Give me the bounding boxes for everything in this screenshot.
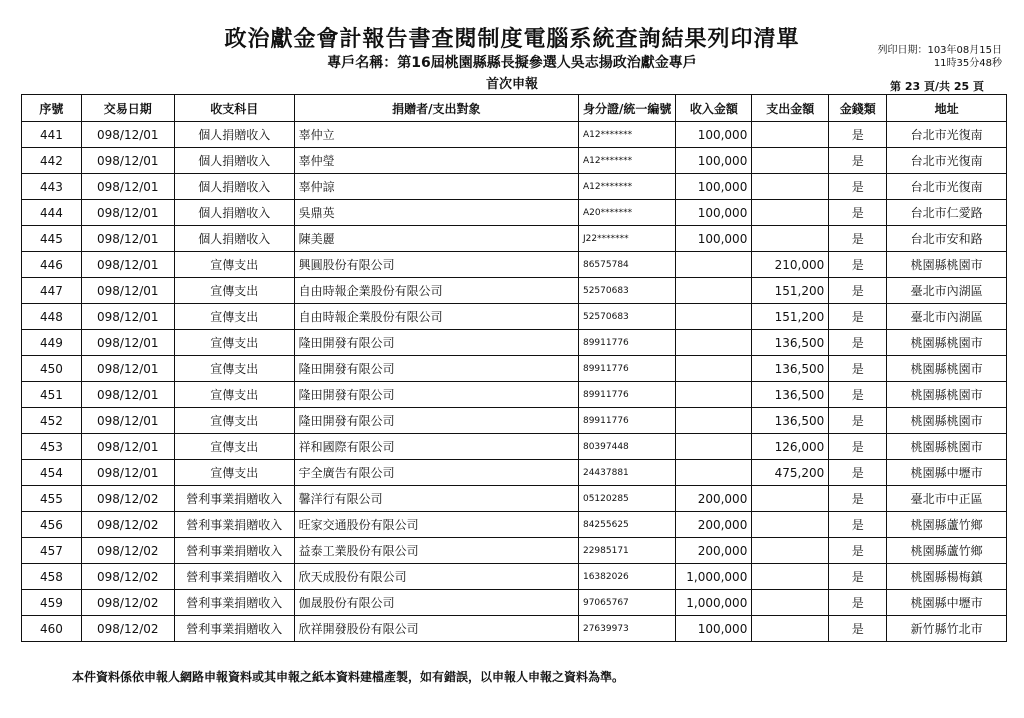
cell-party: 欣天成股份有限公司 [294,564,578,590]
cell-seq: 444 [22,200,82,226]
table-row [22,382,1007,408]
cell-id: A12******* [578,148,675,174]
cell-seq: 452 [22,408,82,434]
cell-category: 營利事業捐贈收入 [174,538,294,564]
cell-category: 宣傳支出 [174,434,294,460]
cell-date: 098/12/01 [81,174,174,200]
cell-address: 桃園縣桃園市 [887,382,1007,408]
cell-expense [752,200,829,226]
cell-monetary: 是 [829,200,887,226]
cell-id: A12******* [578,174,675,200]
cell-seq: 453 [22,434,82,460]
cell-id: 89911776 [578,356,675,382]
table-row [22,512,1007,538]
table-row [22,538,1007,564]
cell-expense [752,590,829,616]
cell-seq: 454 [22,460,82,486]
cell-monetary: 是 [829,512,887,538]
cell-address: 台北市仁愛路 [887,200,1007,226]
cell-date: 098/12/02 [81,590,174,616]
cell-expense: 126,000 [752,434,829,460]
cell-id: 89911776 [578,408,675,434]
cell-id: 89911776 [578,330,675,356]
cell-category: 營利事業捐贈收入 [174,590,294,616]
cell-party: 辜仲立 [294,122,578,148]
cell-seq: 457 [22,538,82,564]
cell-date: 098/12/02 [81,564,174,590]
cell-date: 098/12/01 [81,382,174,408]
account-name: 專戶名稱：第16屆桃園縣縣長擬參選人吳志揚政治獻金專戶 [327,55,697,71]
cell-date: 098/12/01 [81,252,174,278]
cell-monetary: 是 [829,278,887,304]
table-row [22,226,1007,252]
table-row [22,590,1007,616]
cell-id: 80397448 [578,434,675,460]
cell-seq: 460 [22,616,82,642]
cell-income [676,330,752,356]
cell-monetary: 是 [829,148,887,174]
cell-seq: 458 [22,564,82,590]
cell-income [676,252,752,278]
table-row [22,148,1007,174]
col-header-id: 身分證/統一編號 [578,95,675,122]
cell-expense: 210,000 [752,252,829,278]
cell-expense: 136,500 [752,408,829,434]
cell-id: 05120285 [578,486,675,512]
cell-expense [752,148,829,174]
cell-income: 100,000 [676,148,752,174]
cell-income: 1,000,000 [676,590,752,616]
cell-date: 098/12/01 [81,460,174,486]
col-header-date: 交易日期 [81,95,174,122]
cell-monetary: 是 [829,356,887,382]
cell-income [676,304,752,330]
col-header-expense: 支出金額 [752,95,829,122]
cell-seq: 446 [22,252,82,278]
cell-income: 1,000,000 [676,564,752,590]
print-date: 列印日期：103年08月15日 [877,45,1002,56]
cell-seq: 442 [22,148,82,174]
cell-category: 營利事業捐贈收入 [174,486,294,512]
table-row [22,252,1007,278]
cell-income: 200,000 [676,486,752,512]
cell-id: 84255625 [578,512,675,538]
cell-address: 台北市光復南 [887,122,1007,148]
cell-expense [752,564,829,590]
cell-expense [752,538,829,564]
cell-income: 100,000 [676,174,752,200]
cell-address: 新竹縣竹北市 [887,616,1007,642]
cell-date: 098/12/01 [81,122,174,148]
cell-address: 桃園縣桃園市 [887,252,1007,278]
cell-party: 伽晟股份有限公司 [294,590,578,616]
cell-expense: 151,200 [752,278,829,304]
cell-income: 200,000 [676,512,752,538]
table-row [22,486,1007,512]
cell-seq: 448 [22,304,82,330]
cell-expense [752,512,829,538]
cell-party: 欣祥開發股份有限公司 [294,616,578,642]
cell-category: 宣傳支出 [174,356,294,382]
cell-id: 86575784 [578,252,675,278]
cell-category: 宣傳支出 [174,330,294,356]
cell-party: 祥和國際有限公司 [294,434,578,460]
table-header-row [22,95,1007,122]
table-row [22,616,1007,642]
cell-monetary: 是 [829,434,887,460]
cell-expense: 136,500 [752,330,829,356]
cell-monetary: 是 [829,330,887,356]
cell-address: 臺北市內湖區 [887,278,1007,304]
table-row [22,408,1007,434]
print-time: 11時35分48秒 [933,58,1002,69]
col-header-category: 收支科目 [174,95,294,122]
cell-category: 宣傳支出 [174,252,294,278]
table-row [22,356,1007,382]
cell-date: 098/12/01 [81,408,174,434]
cell-seq: 450 [22,356,82,382]
table-row [22,330,1007,356]
cell-party: 馨洋行有限公司 [294,486,578,512]
cell-expense: 136,500 [752,356,829,382]
cell-party: 吳鼎英 [294,200,578,226]
table-row [22,278,1007,304]
cell-expense [752,226,829,252]
cell-monetary: 是 [829,226,887,252]
cell-address: 桃園縣中壢市 [887,460,1007,486]
cell-monetary: 是 [829,538,887,564]
cell-monetary: 是 [829,590,887,616]
cell-monetary: 是 [829,460,887,486]
cell-category: 宣傳支出 [174,278,294,304]
cell-category: 營利事業捐贈收入 [174,512,294,538]
cell-seq: 449 [22,330,82,356]
cell-date: 098/12/01 [81,200,174,226]
cell-monetary: 是 [829,408,887,434]
cell-seq: 456 [22,512,82,538]
filing-type: 首次申報 [485,77,538,92]
cell-category: 個人捐贈收入 [174,174,294,200]
cell-date: 098/12/01 [81,226,174,252]
table-row [22,200,1007,226]
cell-id: 16382026 [578,564,675,590]
cell-party: 陳美麗 [294,226,578,252]
print-timestamp [877,44,1002,70]
cell-category: 宣傳支出 [174,408,294,434]
cell-seq: 447 [22,278,82,304]
cell-party: 辜仲諒 [294,174,578,200]
table-row [22,174,1007,200]
cell-id: 89911776 [578,382,675,408]
cell-income: 100,000 [676,616,752,642]
cell-date: 098/12/02 [81,486,174,512]
cell-date: 098/12/02 [81,538,174,564]
cell-address: 桃園縣蘆竹鄉 [887,512,1007,538]
cell-monetary: 是 [829,174,887,200]
cell-address: 桃園縣中壢市 [887,590,1007,616]
cell-address: 臺北市中正區 [887,486,1007,512]
page-info: 第 23 頁/共 25 頁 [890,80,984,93]
col-header-monetary: 金錢類 [829,95,887,122]
cell-monetary: 是 [829,304,887,330]
cell-address: 台北市安和路 [887,226,1007,252]
cell-monetary: 是 [829,616,887,642]
cell-income [676,278,752,304]
cell-party: 辜仲瑩 [294,148,578,174]
cell-expense [752,174,829,200]
table-row [22,460,1007,486]
cell-category: 營利事業捐贈收入 [174,564,294,590]
cell-income: 100,000 [676,200,752,226]
cell-income: 200,000 [676,538,752,564]
cell-expense: 136,500 [752,382,829,408]
cell-date: 098/12/02 [81,616,174,642]
cell-expense: 475,200 [752,460,829,486]
cell-address: 桃園縣桃園市 [887,434,1007,460]
cell-party: 自由時報企業股份有限公司 [294,304,578,330]
cell-category: 宣傳支出 [174,382,294,408]
cell-party: 宇全廣告有限公司 [294,460,578,486]
cell-category: 宣傳支出 [174,304,294,330]
cell-party: 隆田開發有限公司 [294,408,578,434]
cell-expense [752,616,829,642]
col-header-seq: 序號 [22,95,82,122]
table-row [22,564,1007,590]
cell-seq: 459 [22,590,82,616]
cell-expense: 151,200 [752,304,829,330]
cell-party: 自由時報企業股份有限公司 [294,278,578,304]
cell-date: 098/12/02 [81,512,174,538]
cell-party: 益泰工業股份有限公司 [294,538,578,564]
cell-income [676,434,752,460]
cell-monetary: 是 [829,564,887,590]
cell-date: 098/12/01 [81,330,174,356]
cell-expense [752,122,829,148]
cell-income [676,356,752,382]
cell-date: 098/12/01 [81,278,174,304]
col-header-address: 地址 [887,95,1007,122]
cell-id: A12******* [578,122,675,148]
cell-party: 隆田開發有限公司 [294,356,578,382]
footer-note: 本件資料係依申報人網路申報資料或其申報之紙本資料建檔產製，如有錯誤，以申報人申報之資料為準。 [72,670,625,684]
cell-category: 個人捐贈收入 [174,122,294,148]
cell-address: 臺北市內湖區 [887,304,1007,330]
table-row [22,122,1007,148]
col-header-income: 收入金額 [676,95,752,122]
cell-income [676,460,752,486]
cell-seq: 455 [22,486,82,512]
cell-address: 桃園縣桃園市 [887,408,1007,434]
cell-income [676,382,752,408]
cell-party: 隆田開發有限公司 [294,382,578,408]
cell-id: 24437881 [578,460,675,486]
cell-party: 隆田開發有限公司 [294,330,578,356]
cell-date: 098/12/01 [81,148,174,174]
cell-income: 100,000 [676,226,752,252]
cell-seq: 441 [22,122,82,148]
cell-address: 桃園縣楊梅鎮 [887,564,1007,590]
cell-seq: 451 [22,382,82,408]
cell-category: 個人捐贈收入 [174,226,294,252]
cell-seq: 443 [22,174,82,200]
cell-id: 22985171 [578,538,675,564]
cell-date: 098/12/01 [81,356,174,382]
table-row [22,304,1007,330]
cell-address: 桃園縣蘆竹鄉 [887,538,1007,564]
cell-address: 台北市光復南 [887,148,1007,174]
cell-id: 52570683 [578,304,675,330]
table-row [22,434,1007,460]
cell-monetary: 是 [829,382,887,408]
cell-id: 27639973 [578,616,675,642]
cell-id: 52570683 [578,278,675,304]
cell-id: A20******* [578,200,675,226]
cell-address: 台北市光復南 [887,174,1007,200]
cell-date: 098/12/01 [81,304,174,330]
cell-income [676,408,752,434]
cell-address: 桃園縣桃園市 [887,356,1007,382]
cell-monetary: 是 [829,486,887,512]
cell-income: 100,000 [676,122,752,148]
cell-id: J22******* [578,226,675,252]
cell-address: 桃園縣桃園市 [887,330,1007,356]
cell-seq: 445 [22,226,82,252]
cell-category: 個人捐贈收入 [174,200,294,226]
cell-category: 個人捐贈收入 [174,148,294,174]
cell-expense [752,486,829,512]
records-table [21,94,1007,642]
cell-date: 098/12/01 [81,434,174,460]
cell-party: 興圓股份有限公司 [294,252,578,278]
cell-monetary: 是 [829,252,887,278]
cell-category: 宣傳支出 [174,460,294,486]
cell-party: 旺家交通股份有限公司 [294,512,578,538]
col-header-party: 捐贈者/支出對象 [294,95,578,122]
cell-monetary: 是 [829,122,887,148]
cell-id: 97065767 [578,590,675,616]
cell-category: 營利事業捐贈收入 [174,616,294,642]
report-title: 政治獻金會計報告書查閱制度電腦系統查詢結果列印清單 [224,27,800,52]
